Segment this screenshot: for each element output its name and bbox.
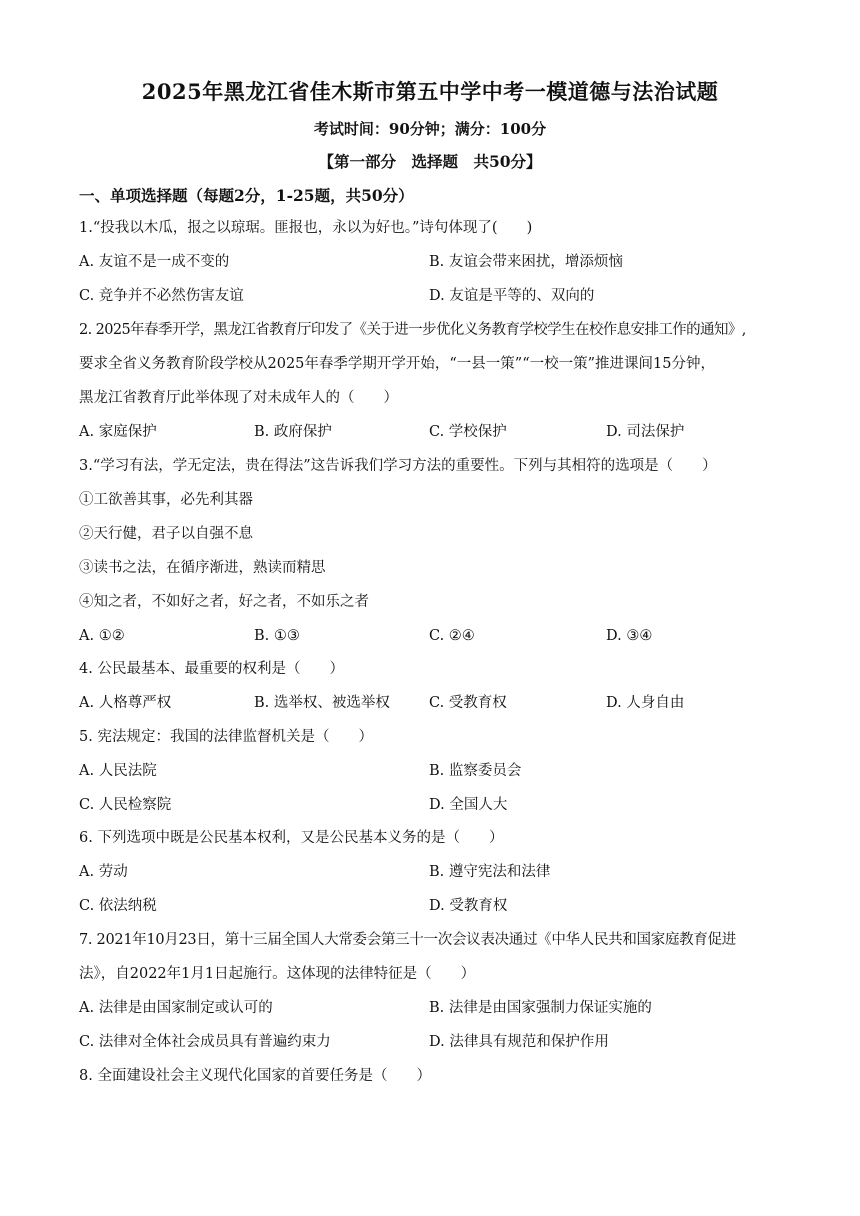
q5-option-d: D. 全国人大 <box>429 797 508 813</box>
q6-stem: 6. 下列选项中既是公民基本权利，又是公民基本义务的是（ ） <box>79 830 504 846</box>
q7-stem-line1: 7. 2021年10月23日，第十三届全国人大常委会第三十一次会议表决通过《中华人民共和国家庭教育促进 <box>79 932 736 948</box>
q3-item-3: ③读书之法，在循序渐进，熟读而精思 <box>79 560 326 576</box>
q1-option-b: B. 友谊会带来困扰，增添烦恼 <box>429 254 623 270</box>
q5-option-c: C. 人民检察院 <box>79 797 172 813</box>
q6-option-b: B. 遵守宪法和法律 <box>429 864 551 880</box>
q8-stem: 8. 全面建设社会主义现代化国家的首要任务是（ ） <box>79 1068 431 1084</box>
q7-option-d: D. 法律具有规范和保护作用 <box>429 1034 609 1050</box>
q4-option-d: D. 人身自由 <box>606 695 685 711</box>
q2-option-b: B. 政府保护 <box>254 424 332 440</box>
q1-option-a: A. 友谊不是一成不变的 <box>79 254 230 270</box>
q5-option-b: B. 监察委员会 <box>429 763 522 779</box>
q3-stem: 3.“学习有法，学无定法，贵在得法”这告诉我们学习方法的重要性。下列与其相符的选项是（ ） <box>79 458 717 474</box>
exam-title: 2025年黑龙江省佳木斯市第五中学中考一模道德与法治试题 <box>141 79 719 104</box>
q4-stem: 4. 公民最基本、最重要的权利是（ ） <box>79 661 344 677</box>
q4-option-a: A. 人格尊严权 <box>79 695 172 711</box>
section-heading: 一、单项选择题（每题2分，1-25题，共50分） <box>79 186 414 205</box>
q2-stem-line1: 2. 2025年春季开学，黑龙江省教育厅印发了《关于进一步优化义务教育学校学生在校作息安排工作的通知》, <box>79 322 746 338</box>
q4-option-c: C. 受教育权 <box>429 695 507 711</box>
q2-option-d: D. 司法保护 <box>606 424 685 440</box>
exam-subtitle: 考试时间：90分钟；满分：100分 <box>313 120 547 138</box>
q3-option-a: A. ①② <box>79 628 125 644</box>
q2-stem-line2: 要求全省义务教育阶段学校从2025年春季学期开学开始，“一县一策”“一校一策”推进课间15分钟， <box>79 356 715 372</box>
q3-option-d: D. ③④ <box>606 628 653 644</box>
q3-item-2: ②天行健，君子以自强不息 <box>79 526 253 542</box>
q5-stem: 5. 宪法规定：我国的法律监督机关是（ ） <box>79 729 373 745</box>
q6-option-c: C. 依法纳税 <box>79 898 157 914</box>
q1-stem: 1.“投我以木瓜，报之以琼琚。匪报也，永以为好也。”诗句体现了( ) <box>79 220 533 236</box>
q3-option-b: B. ①③ <box>254 628 300 644</box>
q3-option-c: C. ②④ <box>429 628 475 644</box>
q4-option-b: B. 选举权、被选举权 <box>254 695 390 711</box>
q5-option-a: A. 人民法院 <box>79 763 157 779</box>
q7-option-a: A. 法律是由国家制定或认可的 <box>79 1000 273 1016</box>
q1-option-c: C. 竞争并不必然伤害友谊 <box>79 288 244 304</box>
q3-item-1: ①工欲善其事，必先利其器 <box>79 492 253 508</box>
q7-option-b: B. 法律是由国家强制力保证实施的 <box>429 1000 652 1016</box>
q1-option-d: D. 友谊是平等的、双向的 <box>429 288 595 304</box>
q6-option-d: D. 受教育权 <box>429 898 508 914</box>
q2-stem-line3: 黑龙江省教育厅此举体现了对未成年人的（ ） <box>79 390 398 406</box>
q7-stem-line2: 法》，自2022年1月1日起施行。这体现的法律特征是（ ） <box>79 966 476 982</box>
q3-item-4: ④知之者，不如好之者，好之者，不如乐之者 <box>79 594 369 610</box>
q2-option-a: A. 家庭保护 <box>79 424 157 440</box>
part-heading: 【第一部分 选择题 共50分】 <box>318 152 542 171</box>
q7-option-c: C. 法律对全体社会成员具有普遍约束力 <box>79 1034 331 1050</box>
q2-option-c: C. 学校保护 <box>429 424 507 440</box>
q6-option-a: A. 劳动 <box>79 864 128 880</box>
